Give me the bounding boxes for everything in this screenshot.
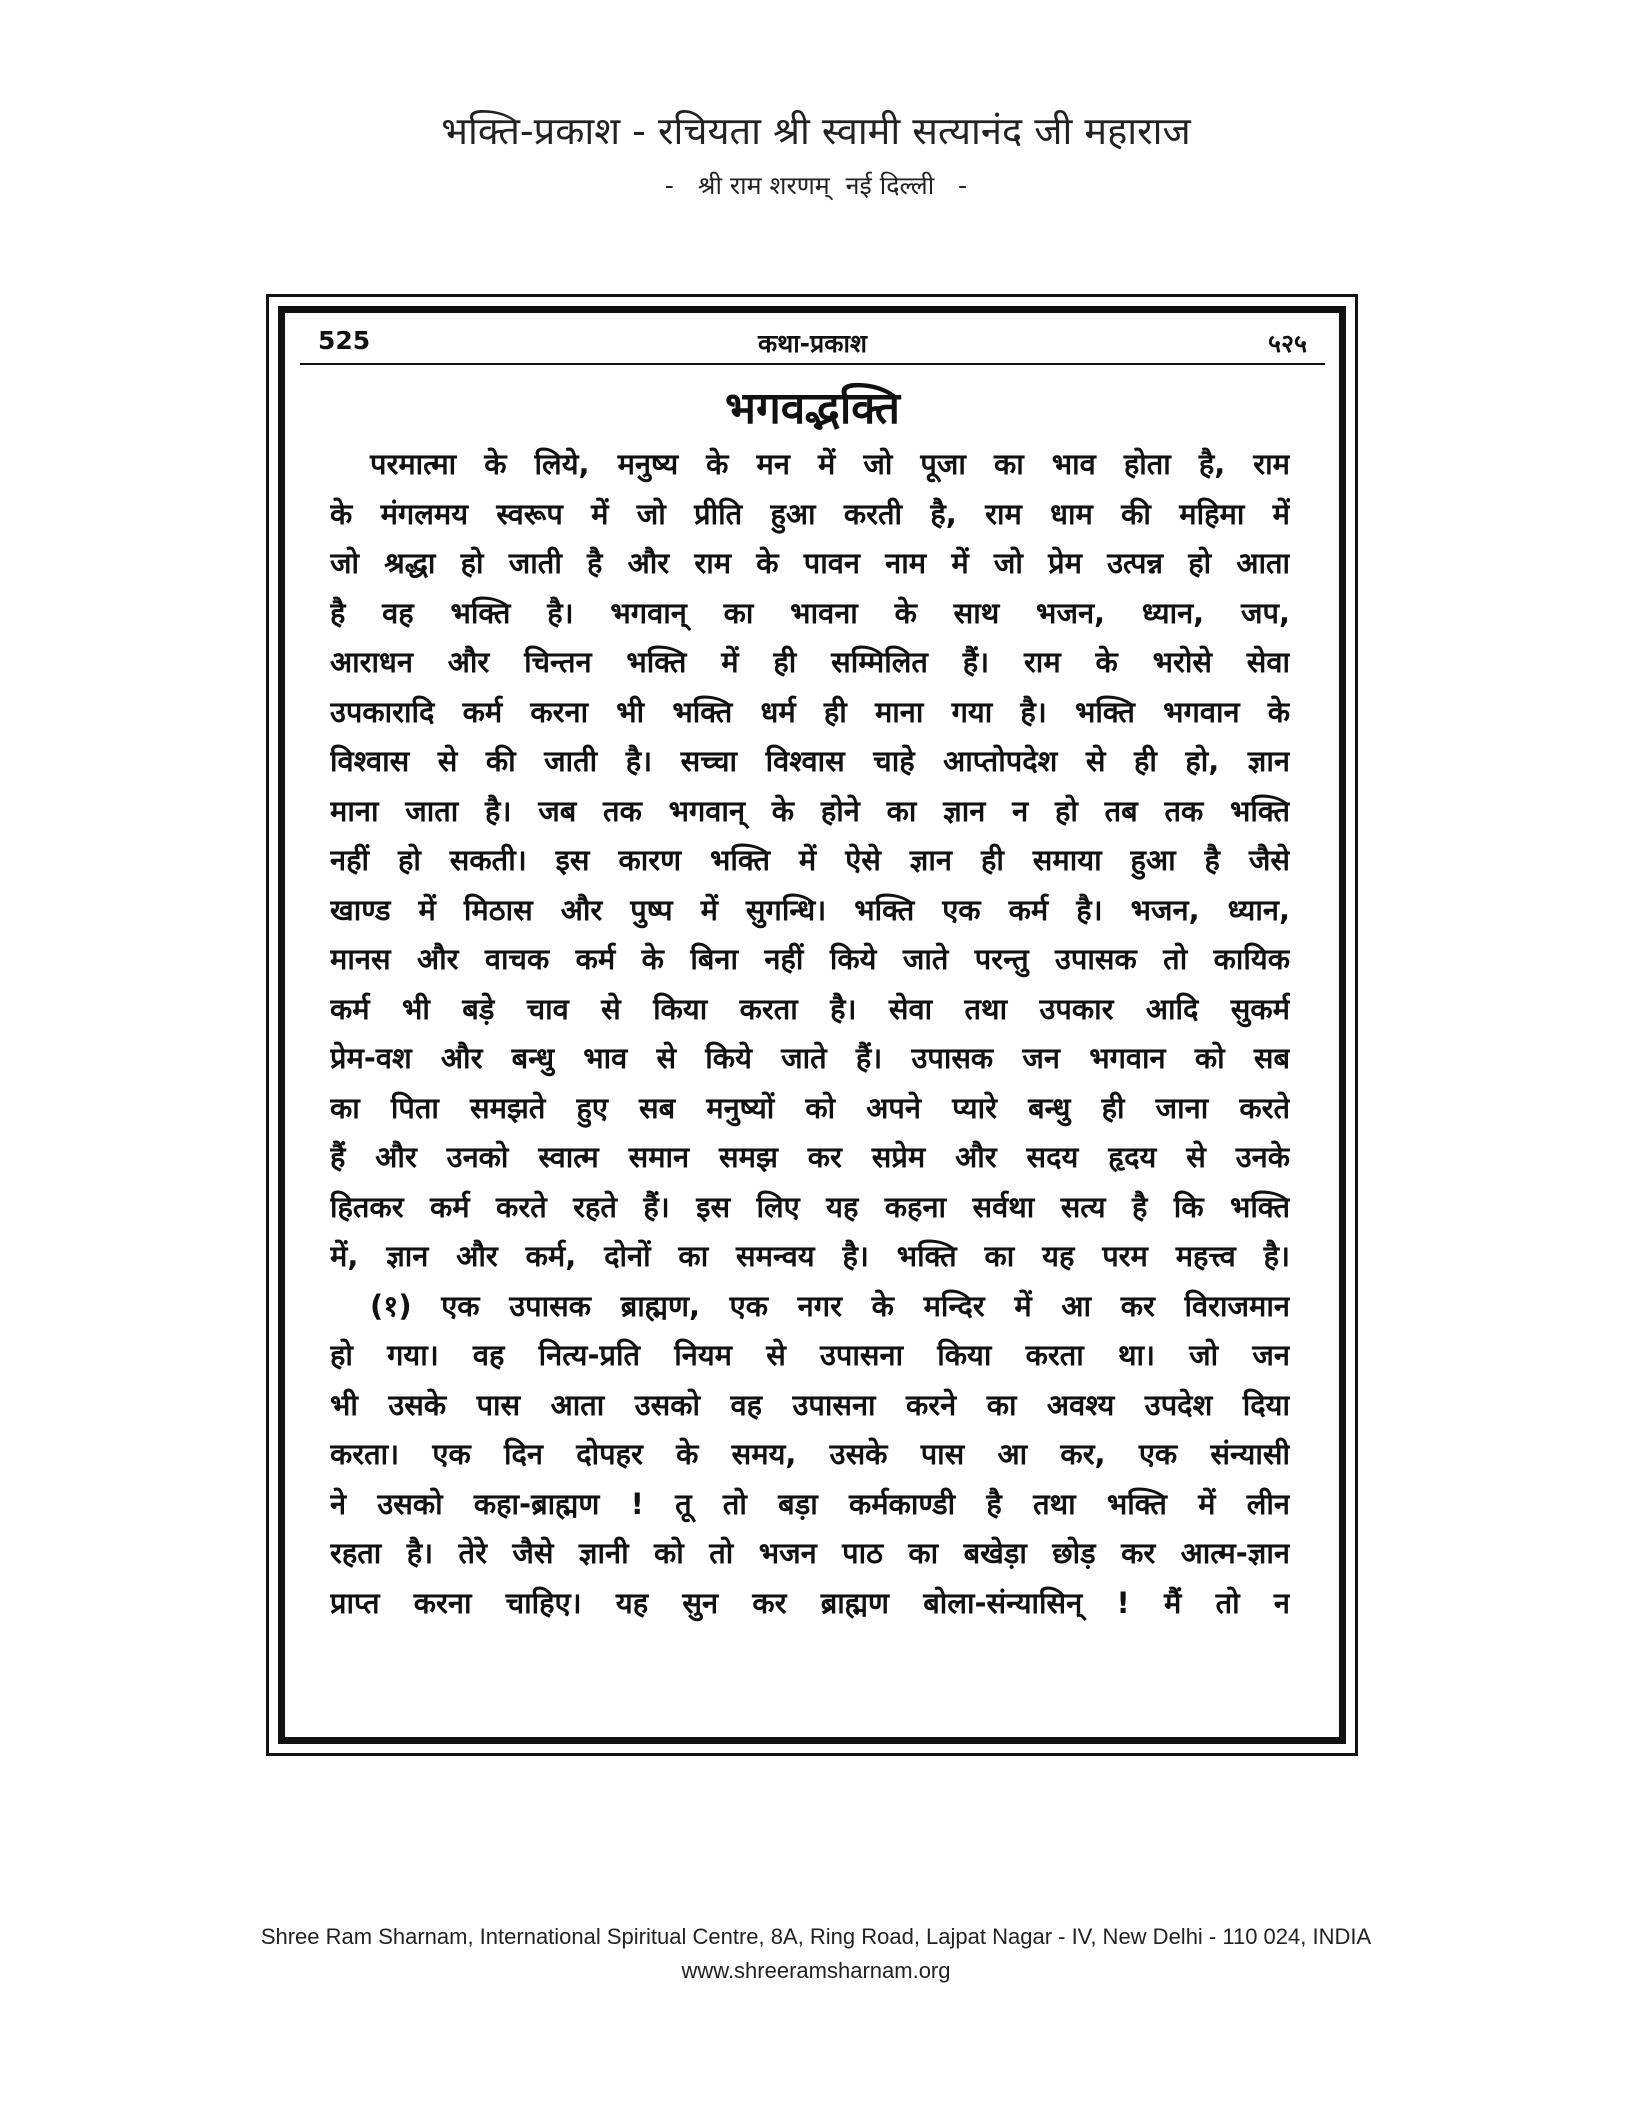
body-line: नहीं हो सकती। इस कारण भक्ति में ऐसे ज्ञान ही समाया हुआ है जैसे (330, 843, 1290, 877)
footer-website[interactable]: www.shreeramsharnam.org (681, 1958, 951, 1983)
running-head-title: कथा-प्रकाश (758, 329, 867, 358)
body-line: प्रेम-वश और बन्धु भाव से किये जाते हैं। उपासक जन भगवान को सब (330, 1041, 1290, 1075)
body-line: विश्वास से की जाती है। सच्चा विश्वास चाहे आप्तोपदेश से ही हो, ज्ञान (330, 744, 1290, 778)
body-line: जो श्रद्धा हो जाती है और राम के पावन नाम में जो प्रेम उत्पन्न हो आता (330, 546, 1290, 580)
book-title: भक्ति-प्रकाश - रचियता श्री स्वामी सत्यानंद जी महाराज (441, 109, 1191, 153)
chapter-title: भगवद्भक्ति (725, 383, 900, 434)
body-line: (१) एक उपासक ब्राह्मण, एक नगर के मन्दिर में आ कर विराजमान (370, 1288, 1290, 1323)
body-line: उपकारादि कर्म करना भी भक्ति धर्म ही माना गया है। भक्ति भगवान के (330, 694, 1290, 729)
body-line: आराधन और चिन्तन भक्ति में ही सम्मिलित हैं। राम के भरोसे सेवा (330, 645, 1290, 679)
body-text (330, 440, 1290, 1628)
body-line: में, ज्ञान और कर्म, दोनों का समन्वय है। भक्ति का यह परम महत्त्व है। (330, 1239, 1290, 1273)
body-line: का पिता समझते हुए सब मनुष्यों को अपने प्यारे बन्धु ही जाना करते (330, 1090, 1290, 1125)
body-line: मानस और वाचक कर्म के बिना नहीं किये जाते परन्तु उपासक तो कायिक (330, 942, 1290, 976)
running-head-rule (300, 363, 1325, 365)
page-number-arabic: 525 (318, 326, 371, 355)
body-line: हितकर कर्म करते रहते हैं। इस लिए यह कहना सर्वथा सत्य है कि भक्ति (330, 1189, 1290, 1224)
body-line: माना जाता है। जब तक भगवान् के होने का ज्ञान न हो तब तक भक्ति (330, 793, 1290, 828)
publisher-subtitle: - श्री राम शरणम् नई दिल्ली - (664, 171, 968, 200)
running-head (300, 322, 1325, 362)
body-line: हैं और उनको स्वात्म समान समझ कर सप्रेम और सदय हृदय से उनके (330, 1140, 1290, 1174)
body-line: प्राप्त करना चाहिए। यह सुन कर ब्राह्मण बोला-संन्यासिन् ! मैं तो न (330, 1585, 1290, 1620)
body-line: है वह भक्ति है। भगवान् का भावना के साथ भजन, ध्यान, जप, (330, 595, 1290, 630)
body-line: रहता है। तेरे जैसे ज्ञानी को तो भजन पाठ का बखेड़ा छोड़ कर आत्म-ज्ञान (330, 1536, 1290, 1570)
body-line: हो गया। वह नित्य-प्रति नियम से उपासना किया करता था। जो जन (330, 1338, 1290, 1372)
body-line: परमात्मा के लिये, मनुष्य के मन में जो पूजा का भाव होता है, राम (370, 447, 1290, 481)
body-line: ने उसको कहा-ब्राह्मण ! तू तो बड़ा कर्मकाण्डी है तथा भक्ति में लीन (330, 1486, 1290, 1521)
body-line: के मंगलमय स्वरूप में जो प्रीति हुआ करती है, राम धाम की महिमा में (330, 496, 1290, 531)
body-line: कर्म भी बड़े चाव से किया करता है। सेवा तथा उपकार आदि सुकर्म (330, 991, 1290, 1026)
body-line: खाण्ड में मिठास और पुष्प में सुगन्धि। भक्ति एक कर्म है। भजन, ध्यान, (330, 892, 1290, 927)
body-line: भी उसके पास आता उसको वह उपासना करने का अवश्य उपदेश दिया (330, 1387, 1290, 1422)
page-number-devanagari: ५२५ (1267, 329, 1307, 358)
footer-address: Shree Ram Sharnam, International Spiritual Centre, 8A, Ring Road, Lajpat Nagar - IV, New Delhi - 110 024, INDIA (260, 1924, 1372, 1949)
body-line: करता। एक दिन दोपहर के समय, उसके पास आ कर, एक संन्यासी (330, 1437, 1290, 1471)
